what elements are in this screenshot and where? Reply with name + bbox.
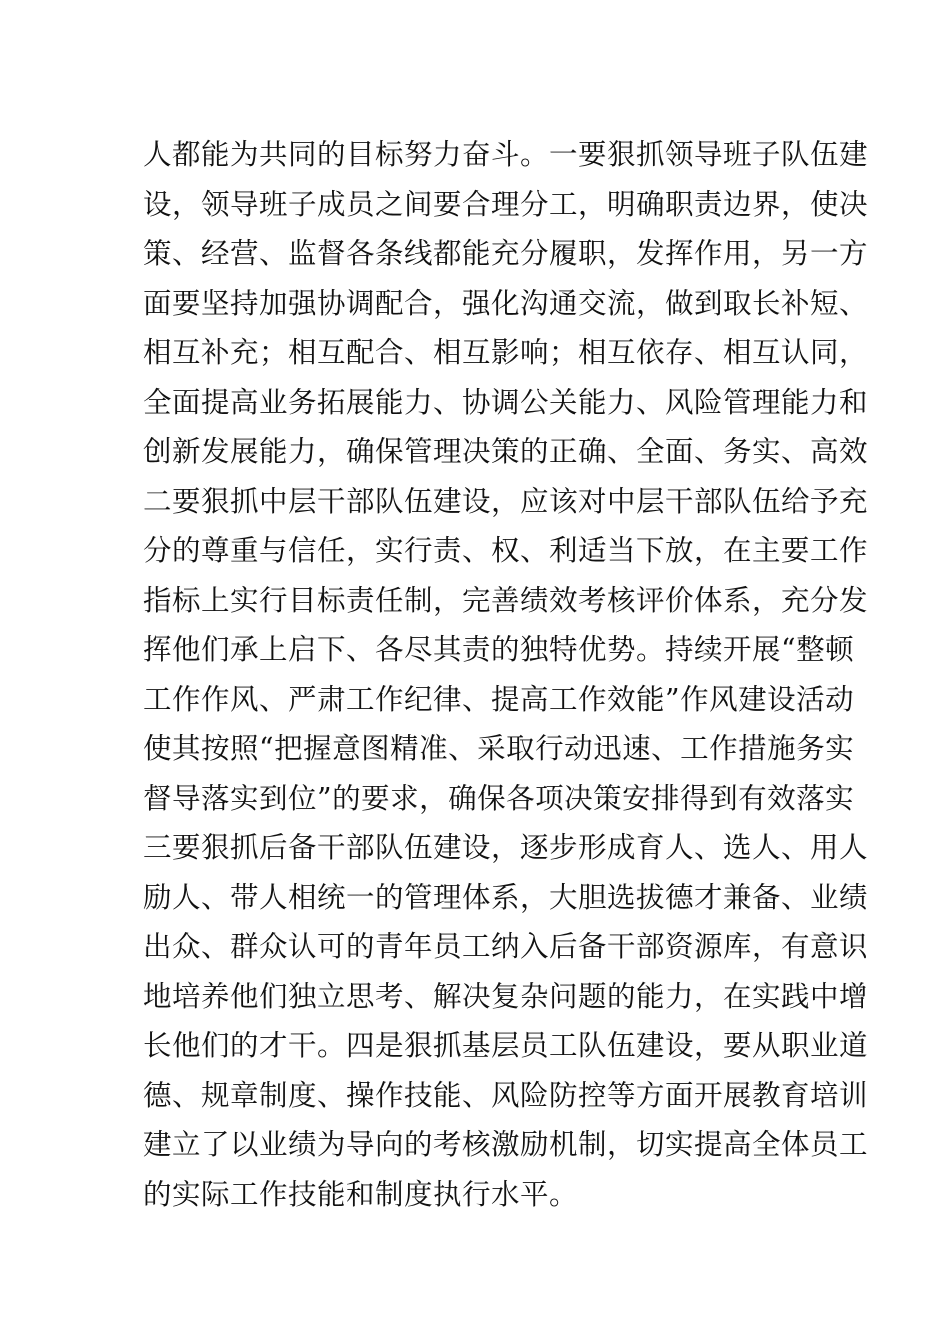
text-line: 督导落实到位”的要求，确保各项决策安排得到有效落实 bbox=[143, 781, 855, 815]
text-line: 人都能为共同的目标努力奋斗。一要狠抓领导班子队伍建 bbox=[143, 138, 869, 171]
text-line: 挥他们承上启下、各尽其责的独特优势。持续开展“整顿 bbox=[143, 633, 855, 666]
text-line: 创新发展能力，确保管理决策的正确、全面、务实、高效 bbox=[143, 435, 869, 468]
text-line: 设，领导班子成员之间要合理分工，明确职责边界，使决 bbox=[143, 187, 869, 221]
text-line: 地培养他们独立思考、解决复杂问题的能力，在实践中增 bbox=[143, 979, 869, 1013]
text-line: 使其按照“把握意图精准、采取行动迅速、工作措施务实 bbox=[143, 732, 855, 765]
text-line: 出众、群众认可的青年员工纳入后备干部资源库，有意识 bbox=[143, 930, 869, 963]
text-line: 策、经营、监督各条线都能充分履职，发挥作用，另一方 bbox=[143, 237, 869, 270]
body-paragraph bbox=[143, 130, 869, 1219]
text-line: 工作作风、严肃工作纪律、提高工作效能”作风建设活动 bbox=[143, 682, 855, 716]
text-line: 三要狠抓后备干部队伍建设，逐步形成育人、选人、用人 bbox=[143, 831, 869, 864]
text-line: 的实际工作技能和制度执行水平。 bbox=[143, 1177, 579, 1211]
text-line: 长他们的才干。四是狠抓基层员工队伍建设，要从职业道 bbox=[143, 1029, 869, 1062]
text-line: 相互补充；相互配合、相互影响；相互依存、相互认同， bbox=[143, 336, 869, 369]
text-line: 建立了以业绩为导向的考核激励机制，切实提高全体员工 bbox=[143, 1128, 869, 1161]
text-line: 全面提高业务拓展能力、协调公关能力、风险管理能力和 bbox=[143, 385, 869, 419]
text-line: 二要狠抓中层干部队伍建设，应该对中层干部队伍给予充 bbox=[143, 484, 869, 518]
text-line: 分的尊重与信任，实行责、权、利适当下放，在主要工作 bbox=[143, 534, 869, 567]
text-line: 面要坚持加强协调配合，强化沟通交流，做到取长补短、 bbox=[143, 286, 869, 320]
text-line: 德、规章制度、操作技能、风险防控等方面开展教育培训 bbox=[143, 1078, 869, 1112]
text-line: 指标上实行目标责任制，完善绩效考核评价体系，充分发 bbox=[143, 583, 869, 617]
text-line: 励人、带人相统一的管理体系，大胆选拔德才兼备、业绩 bbox=[143, 880, 869, 914]
